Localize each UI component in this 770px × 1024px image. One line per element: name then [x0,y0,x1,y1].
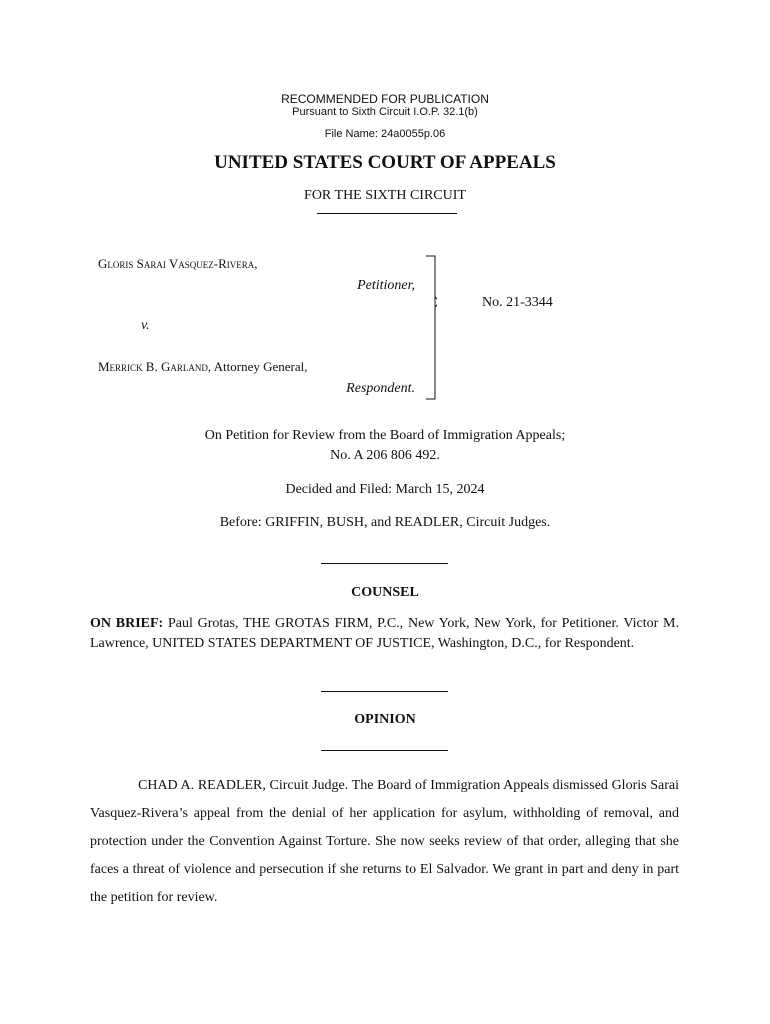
petitioner-name: Gloris Sarai Vasquez-Rivera, [98,256,258,271]
caption-bracket [425,255,435,399]
counsel-heading: COUNSEL [351,585,419,600]
pursuant-rule: Pursuant to Sixth Circuit I.O.P. 32.1(b) [292,106,478,118]
header-divider [317,213,457,214]
respondent-role: Respondent. [346,381,415,396]
respondent-name: Merrick B. Garland, [98,359,212,374]
opinion-divider-top [321,691,448,692]
opinion-paragraph: CHAD A. READLER, Circuit Judge. The Board of Immigration Appeals dismissed Gloris Sarai Vasquez-Rivera’s appeal from the denial of her application for asylum, withholding of removal, and protection under the Convention Against Torture. She now seeks review of that order, alleging that she faces a threat of violence and persecution if she returns to El Salvador. We grant in part and deny in part the petition for review. [90,778,679,905]
counsel-divider-top [321,563,448,564]
court-title: UNITED STATES COURT OF APPEALS [214,152,556,173]
file-name: File Name: 24a0055p.06 [324,128,446,140]
on-brief-label: ON BRIEF: [90,616,164,631]
circuit-name: FOR THE SIXTH CIRCUIT [304,188,466,203]
opinion-heading: OPINION [354,712,416,727]
case-number: No. 21-3344 [482,295,553,310]
decided-and-filed: Decided and Filed: March 15, 2024 [285,482,485,497]
counsel-paragraph [90,614,679,654]
versus: v. [141,318,150,333]
petition-line-2: No. A 206 806 492. [330,448,440,463]
respondent-title: Attorney General, [211,359,308,374]
respondent-line [98,359,308,375]
counsel-text: Paul Grotas, THE GROTAS FIRM, P.C., New York, New York, for Petitioner. Victor M. Lawrence, UNITED STATES DEPARTMENT OF JUSTICE, Washington, D.C., for Respondent. [90,616,679,651]
petitioner-role: Petitioner, [357,278,415,293]
before-judges: Before: GRIFFIN, BUSH, and READLER, Circuit Judges. [219,515,551,530]
recommended-for-publication: RECOMMENDED FOR PUBLICATION [281,92,489,106]
petition-line-1: On Petition for Review from the Board of Immigration Appeals; [204,428,566,443]
opinion-divider-bottom [321,750,448,751]
